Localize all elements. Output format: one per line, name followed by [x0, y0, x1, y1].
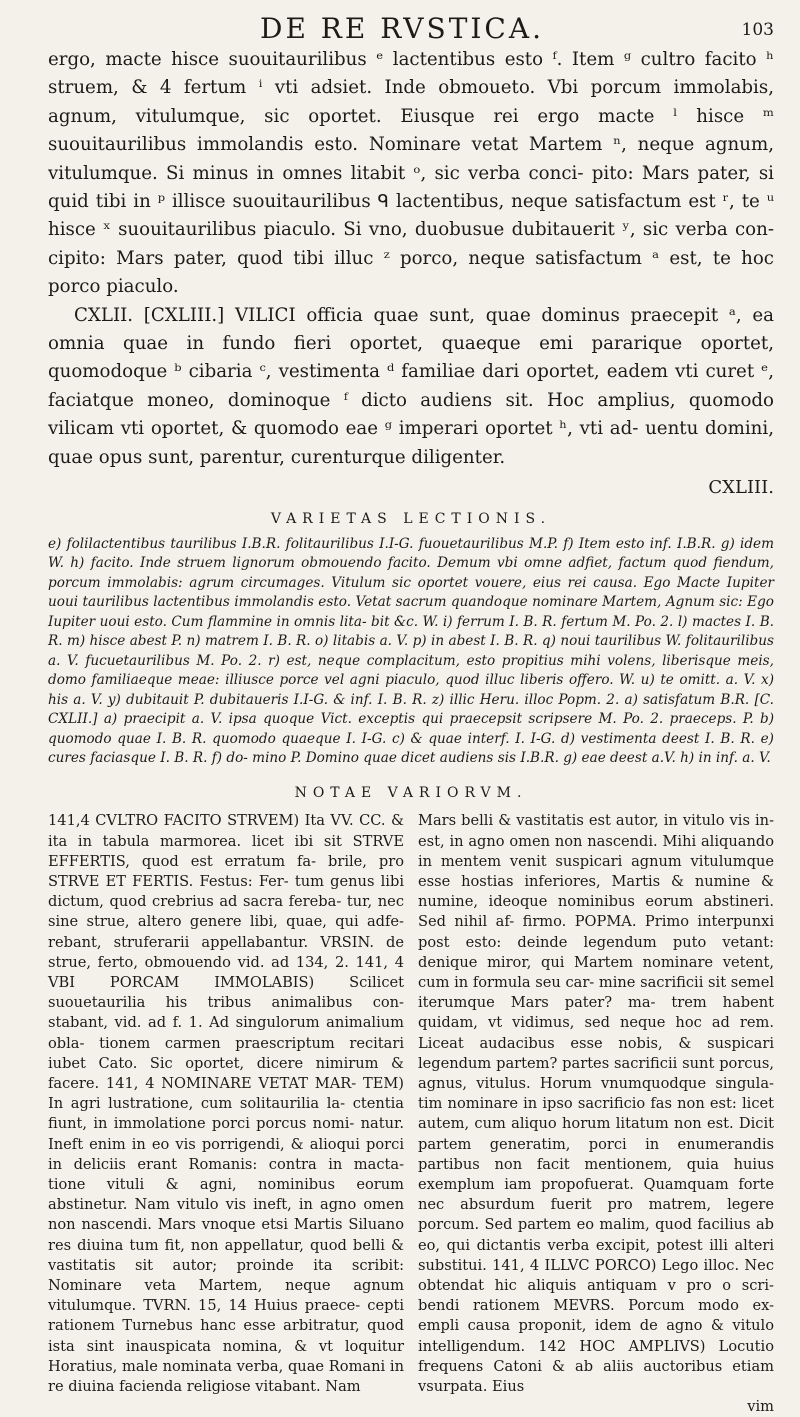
notes-columns [48, 811, 774, 1417]
page-number: 103 [741, 20, 774, 40]
paragraph-1: ergo, macte hisce suouitaurilibus ᵉ lactentibus esto ᶠ. Item ᵍ cultro facito ʰ struem, & 4 fertum ⁱ vti adsiet. Inde obmoueto. Vbi porcum immolabis, agnum, vitulumque, sic oportet. Eiusque rei ergo macte ˡ hisce ᵐ suouitaurilibus immolandis esto. Nominare vetat Martem ⁿ, neque agnum, vitulumque. Si minus in omnes litabit ᵒ, sic verba conci- pito: Mars pater, si quid tibi in ᵖ illisce suouitaurilibus ᑫ lactentibus, neque satisfactum est ʳ, te ᵘ hisce ˣ suouitaurilibus piaculo. Si vno, duobusue dubitauerit ʸ, sic verba con- cipito: Mars pater, quod tibi illuc ᶻ porco, neque satisfactum ᵃ est, te hoc porco piaculo. [48, 49, 774, 298]
variant-readings: e) folilactentibus taurilibus I.B.R. folitaurilibus I.I-G. fuouetaurilibus M.P. f) Item esto inf. I.B.R. g) idem W. h) facito. Inde struem lignorum obmouendo facito. Demum vbi omne adfiet, factum quod fiendum, porcum immolabis: agrum circumages. Vitulum sic oportet vouere, eius rei causa. Ego Macte Iupiter uoui taurilibus lactentibus immolandis esto. Vetat sacrum quandoque nominare Martem, Agnum sic: Ego Iupiter uoui esto. Cum flammine in omnis lita- bit &c. W. i) ferrum I. B. R. fertum M. Po. 2. l) mactes I. B. R. m) hisce abest P. n) matrem I. B. R. o) litabis a. V. p) in abest I. B. R. q) noui taurilibus W. folitaurilibus a. V. fucuetaurilibus M. Po. 2. r) est, neque complacitum, esto propitius mihi volens, liberisque meis, domo familiaeque meae: illiusce porce vel agni piaculo, quod illuc liberis offero. W. u) te omitt. a. V. x) his a. V. y) dubitauit P. dubitaueris I.I-G. & inf. I. B. R. z) illic Heru. illoc Popm. 2. a) satisfatum B.R. [C. CXLII.] a) praecipit a. V. ipsa quoque Vict. exceptis qui praecepsit scripsere M. Po. 2. praeceps. P. b) quomodo quae I. B. R. quomodo quaeque I. I-G. c) & quae interf. I. I-G. d) vestimenta deest I. B. R. e) cures faciasque I. B. R. f) do- mino P. Domino quae dicet audiens sis I.B.R. g) eae deest a.V. h) in inf. a. V. [48, 535, 774, 767]
notes-left-column [48, 811, 404, 1417]
notes-right-text: Mars belli & vastitatis est autor, in vitulo vis in- est, in agno omen non nascendi. Mihi aliquando in mentem venit suspicari agnum vitulumque esse hostias inferiores, Martis & numine & numine, ideoque nominibus eorum abstineri. Sed nihil af- firmo. POPMA. Primo interpunxi post esto: deinde legendum puto vetant: denique miror, qui Martem nominare vetent, cum in formula seu car- mine sacrificii sit semel iterumque Mars pater? ma- trem habent quidam, vt vidimus, sed neque hoc ad rem. Liceat audacibus esse nobis, & suspicari legendum partem? partes sacrificii sunt porcus, agnus, vitulus. Horum vnumquodque singula- tim nominare in ipso sacrificio fas non est: licet autem, cum aliquo horum litatum non est. Dicit partem generatim, porci in enumerandis partibus non facit mentionem, quia huius exemplum iam propofuerat. Quamquam forte nec absurdum fuerit pro matrem, legere porcum. Sed partem eo malim, quod facilius ab eo, qui dictantis verba excipit, potest illi alteri substitui. 141, 4 ILLVC PORCO) Lego illoc. Nec obtendat hic aliquis antiquam v pro o scri- bendi rationem MEVRS. Porcum modo ex- empli causa proponit, idem de agno & vitulo intelligendum. 142 HOC AMPLIVS) Locutio frequens Catoni & ab aliis auctoribus etiam vsurpata. Eius [418, 812, 774, 1395]
chapter-catch: CXLIII. [708, 477, 774, 499]
notes-heading: NOTAE VARIORVM. [294, 784, 528, 801]
notes-right-column [418, 811, 774, 1417]
notes-left-text: 141,4 CVLTRO FACITO STRVEM) Ita VV. CC. & ita in tabula marmorea. licet ibi sit STRVE EFFERTIS, quod est erratum fa- brile, pro STRVE ET FERTIS. Festus: Fer- tum genus libi dictum, quod crebrius ad sacra fereba- tur, nec sine strue, altero genere libi, quae, qui adfe- rebant, struferarii appellabantur. VRSIN. de strue, ferto, obmouendo vid. ad 134, 2. 141, 4 VBI PORCAM IMMOLABIS) Scilicet suouetaurilia his tribus animalibus con- stabant, vid. ad f. 1. Ad singulorum animalium obla- tionem carmen praescriptum recitari iubet Cato. Sic oportet, dicere nimirum & facere. 141, 4 NOMINARE VETAT MAR- TEM) In agri lustratione, cum solitaurilia la- ctentia fiunt, in immolatione porci porcus nomi- natur. Ineft enim in eo vis porrigendi, & alioqui porci in deliciis erant Romanis: contra in macta- tione vituli & agni, nominibus eorum abstinetur. Nam vitulo vis ineft, in agno omen non nascendi. Mars vnoque etsi Martis Siluano res diuina tum fit, non appellatur, quod belli & vastitatis sit autor; proinde ita scribit: Nominare veta Martem, neque agnum vitulumque. TVRN. 15, 14 Huius praece- cepti rationem Turnebus hanc esse arbitratur, quod ista sint inauspicata nomina, & vt loquitur Horatius, male nominata verba, quae Romani in re diuina facienda religiose vitabant. Nam [48, 812, 404, 1395]
catchword: vim [747, 1398, 774, 1416]
main-text [48, 46, 774, 1417]
running-head [0, 6, 800, 46]
variants-heading: VARIETAS LECTIONIS. [270, 510, 552, 527]
paragraph-2: CXLII. [CXLIII.] VILICI officia quae sunt, quae dominus praecepit ᵃ, ea omnia quae in fundo fieri oportet, quaeque emi pararique oportet, quomodoque ᵇ cibaria ᶜ, vestimenta ᵈ familiae dari oportet, eadem vti curet ᵉ, faciatque moneo, dominoque ᶠ dicto audiens sit. Hoc amplius, quomodo vilicam vti oportet, & quomodo eae ᵍ imperari oportet ʰ, vti ad- uentu domini, quae opus sunt, parentur, curenturque diligenter. [48, 304, 774, 468]
running-title: DE RE RVSTICA. [260, 12, 544, 45]
